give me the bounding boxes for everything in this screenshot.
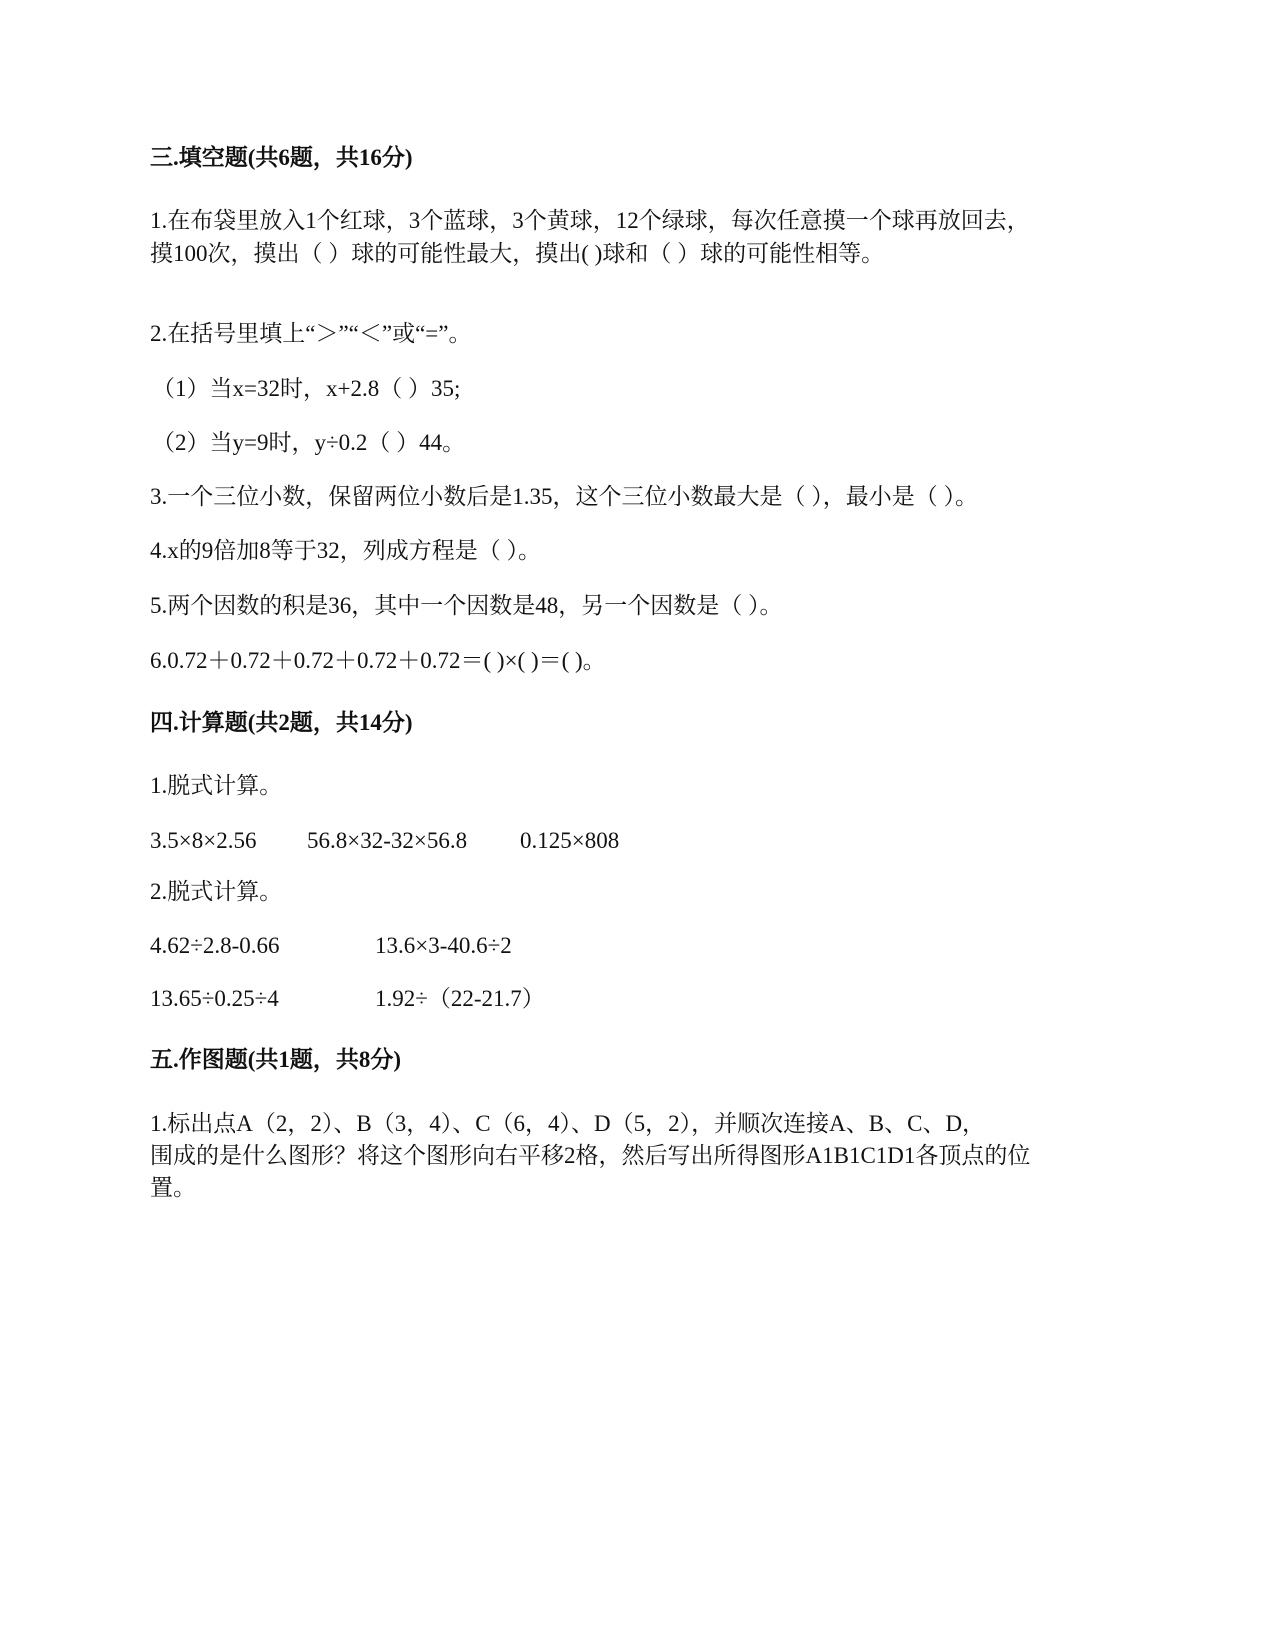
expression-4-2-b: 13.6×3-40.6÷2 (375, 933, 512, 958)
expression-4-2-d: 1.92÷（22-21.7） (375, 986, 545, 1011)
expression-4-1-c: 0.125×808 (520, 828, 620, 853)
section-4-heading: 四.计算题(共2题，共14分) (150, 710, 413, 735)
expression-4-2-c: 13.65÷0.25÷4 (150, 986, 279, 1011)
question-3-4: 4.x的9倍加8等于32，列成方程是（ ）。 (150, 538, 541, 563)
question-3-3: 3.一个三位小数，保留两位小数后是1.35，这个三位小数最大是（ ），最小是（ ）。 (150, 484, 978, 509)
question-3-1-line-1: 1.在布袋里放入1个红球，3个蓝球，3个黄球，12个绿球，每次任意摸一个球再放回去， (150, 208, 1030, 233)
question-5-1-line-1: 1.标出点A（2，2）、B（3，4）、C（6，4）、D（5，2），并顺次连接A、B、C、D， (150, 1111, 986, 1136)
section-3-heading: 三.填空题(共6题，共16分) (150, 145, 413, 170)
question-3-5: 5.两个因数的积是36，其中一个因数是48，另一个因数是（ ）。 (150, 593, 783, 618)
question-4-2: 2.脱式计算。 (150, 879, 283, 904)
question-5-1-line-3: 置。 (150, 1175, 196, 1200)
expression-4-1-a: 3.5×8×2.56 (150, 828, 257, 853)
question-3-2-part-2: （2）当y=9时，y÷0.2（ ）44。 (152, 430, 466, 455)
section-5-heading: 五.作图题(共1题，共8分) (150, 1047, 402, 1072)
expression-4-1-b: 56.8×32-32×56.8 (307, 828, 468, 853)
question-3-6: 6.0.72＋0.72＋0.72＋0.72＋0.72＝( )×( )＝( )。 (150, 648, 606, 673)
question-3-1-line-2: 摸100次，摸出（ ）球的可能性最大，摸出( )球和（ ）球的可能性相等。 (150, 241, 885, 266)
question-3-2: 2.在括号里填上“＞”“＜”或“=”。 (150, 321, 472, 346)
question-5-1-line-2: 围成的是什么图形？将这个图形向右平移2格，然后写出所得图形A1B1C1D1各顶点的位 (150, 1143, 1031, 1168)
question-3-2-part-1: （1）当x=32时，x+2.8（ ）35; (152, 376, 461, 401)
question-4-1: 1.脱式计算。 (150, 773, 283, 798)
expression-4-2-a: 4.62÷2.8-0.66 (150, 933, 280, 958)
